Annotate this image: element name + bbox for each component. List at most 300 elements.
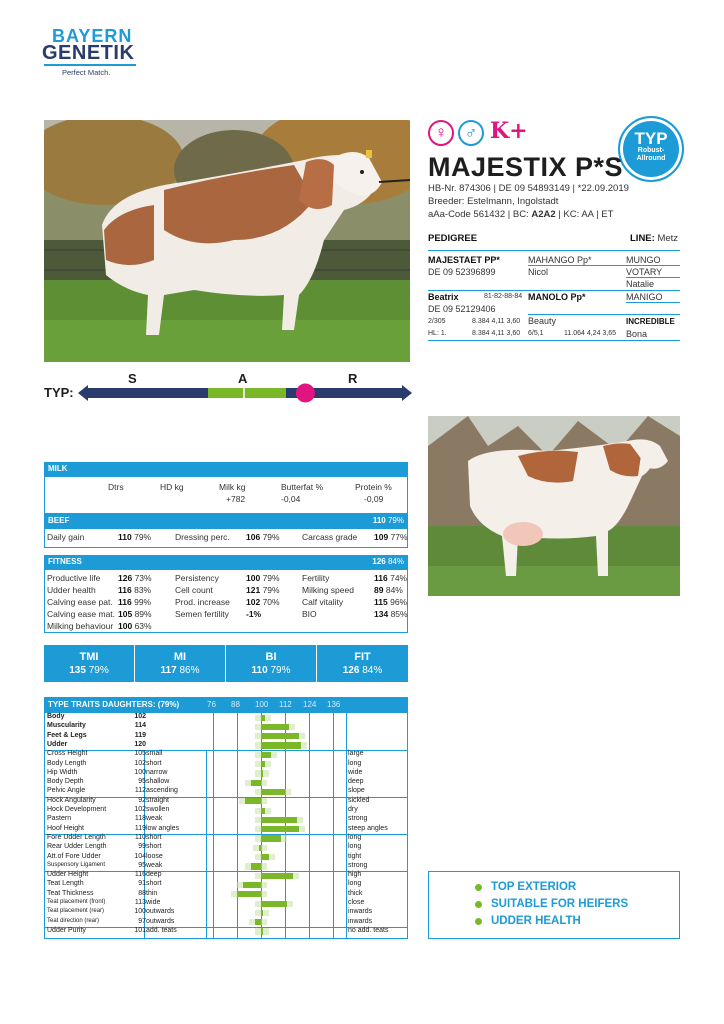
traits-rel: (79%) — [157, 700, 180, 709]
trait-high-label: no add. teats — [348, 926, 389, 934]
fitness-value-rel: 79% — [262, 573, 280, 583]
milk-header-protein: Protein % — [355, 482, 392, 492]
typ-scale-r: R — [348, 371, 358, 386]
trait-high-label: thick — [348, 889, 363, 897]
fitness-value — [374, 573, 407, 583]
milk-header-hdkg: HD kg — [160, 482, 184, 492]
logo-tagline: Perfect Match. — [62, 68, 111, 77]
trait-name: Fore Udder Length — [47, 833, 106, 841]
fitness-label: Calving ease mat. — [47, 609, 116, 619]
index-rel: 79% — [270, 665, 291, 676]
fitness-label: Udder health — [47, 585, 96, 595]
trait-value: 116 — [134, 871, 146, 879]
trait-bar — [243, 882, 261, 888]
fitness-value-rel: 89% — [134, 609, 152, 619]
sire-label: MAJESTAET PP* — [428, 255, 500, 265]
trait-row — [44, 769, 408, 778]
beef-total-value: 110 — [372, 516, 386, 525]
milk-value-fat: -0,04 — [281, 494, 301, 504]
trait-high-label: high — [348, 871, 362, 879]
fitness-value-rel: 85% — [390, 609, 408, 619]
index-label: BI — [265, 651, 277, 663]
typ-scale-a: A — [238, 371, 248, 386]
index-number: 135 — [69, 665, 86, 676]
trait-bar — [255, 919, 261, 925]
trait-low-label: swollen — [146, 806, 170, 813]
bullet-icon — [475, 884, 482, 891]
fitness-title: FITNESS — [48, 557, 82, 566]
trait-row — [44, 843, 408, 852]
index-value — [44, 665, 134, 676]
dam-lifetime: 8.384 4,11 3,60 — [472, 330, 521, 337]
trait-bar — [261, 826, 299, 832]
beef-label-dressing: Dressing perc. — [175, 532, 230, 542]
trait-low-label: deep — [146, 871, 162, 879]
typ-badge — [618, 116, 684, 182]
trait-value: 113 — [134, 899, 146, 906]
fitness-value-rel: 74% — [390, 573, 408, 583]
trait-row — [44, 815, 408, 824]
trait-high-label: long — [348, 833, 362, 841]
fitness-value-number: 100 — [118, 621, 133, 631]
fitness-value-rel: 84% — [385, 585, 403, 595]
bc-value: A2A2 — [531, 209, 556, 220]
index-box-tmi — [44, 645, 135, 682]
fitness-value — [118, 609, 152, 619]
trait-value: 102 — [134, 806, 146, 813]
daughter-photo — [428, 416, 680, 596]
typ-scale-bar — [78, 380, 412, 406]
trait-name: Muscularity — [47, 722, 86, 730]
trait-name: Udder — [47, 740, 68, 748]
fitness-label: Persistency — [175, 573, 219, 583]
dam-id: DE 09 52129406 — [428, 304, 496, 314]
trait-value: 92 — [138, 796, 146, 804]
dam-label: Beatrix — [428, 292, 459, 302]
trait-bar — [251, 863, 261, 869]
trait-low-label: thin — [146, 889, 158, 897]
trait-row — [44, 853, 408, 862]
trait-name: Teat direction (rear) — [47, 917, 100, 924]
trait-low-label: ascending — [146, 787, 178, 795]
line-value: Metz — [657, 233, 679, 244]
trait-value: 99 — [138, 843, 146, 851]
index-label: TMI — [79, 651, 99, 663]
fitness-value-rel: 70% — [262, 597, 280, 607]
index-rel: 86% — [179, 665, 200, 676]
trait-row — [44, 778, 408, 787]
fitness-label: Calf vitality — [302, 597, 344, 607]
trait-low-label: shallow — [146, 778, 170, 786]
dam-lact1: 8.384 4,11 3,60 — [472, 318, 521, 325]
trait-value: 91 — [138, 880, 146, 888]
fitness-label: Prod. increase — [175, 597, 230, 607]
beef-title: BEEF — [48, 516, 70, 525]
fitness-value — [246, 573, 280, 583]
fitness-value-number: 100 — [246, 573, 261, 583]
index-rel: 84% — [362, 665, 383, 676]
highlight-item — [491, 915, 581, 927]
trait-row — [44, 825, 408, 834]
sire-sire: MAHANGO Pp* — [528, 255, 592, 265]
pedigree-title: PEDIGREE — [428, 233, 478, 244]
fitness-value-number: 115 — [374, 597, 388, 607]
index-box-bi — [226, 645, 317, 682]
milk-header — [44, 462, 408, 476]
dam-dam-lifetime: 11.064 4,24 3,65 — [564, 330, 617, 337]
fitness-label: Milking behaviour — [47, 621, 114, 631]
index-box-mi — [135, 645, 226, 682]
trait-high-label: dry — [348, 806, 358, 813]
typ-scale-s: S — [128, 371, 137, 386]
traits-header — [44, 697, 408, 712]
index-box-fit — [317, 645, 408, 682]
trait-name: Body Length — [47, 759, 87, 767]
typ-scale-marker — [296, 384, 315, 403]
trait-bar — [261, 789, 285, 795]
fitness-value — [118, 573, 152, 583]
traits-scale-tick: 112 — [279, 700, 292, 709]
beef-label-daily-gain: Daily gain — [47, 532, 85, 542]
trait-bar — [261, 724, 289, 730]
milk-header-fat: Butterfat % — [281, 482, 324, 492]
beef-carcass-value: 109 — [374, 532, 389, 542]
trait-bar — [261, 928, 263, 934]
trait-high-label: slope — [348, 787, 365, 795]
pedigree-divider — [528, 314, 680, 315]
trait-bar — [261, 901, 287, 907]
trait-bar — [251, 780, 261, 786]
traits-scale-tick: 136 — [327, 700, 341, 709]
trait-row — [44, 880, 408, 889]
trait-row — [44, 713, 408, 722]
trait-low-label: low angles — [146, 824, 180, 832]
trait-bar — [261, 910, 263, 916]
trait-low-label: weak — [146, 861, 163, 869]
bullet-icon — [475, 918, 482, 925]
trait-high-label: tight — [348, 852, 362, 860]
fitness-value — [246, 597, 280, 607]
trait-bar — [261, 854, 269, 860]
fitness-label: Milking speed — [302, 585, 354, 595]
fitness-label: Semen fertility — [175, 609, 229, 619]
trait-bar — [261, 733, 299, 739]
line-label: LINE: — [630, 233, 655, 244]
dam-points: 81-82-88-84 — [484, 293, 523, 300]
trait-low-label: outwards — [146, 908, 175, 916]
fitness-value-number: 121 — [246, 585, 261, 595]
badge-title: TYP — [634, 129, 668, 148]
trait-value: 97 — [138, 917, 146, 925]
index-number: 117 — [160, 665, 177, 676]
fitness-value-rel: 83% — [134, 585, 152, 595]
fitness-total-rel: 84% — [387, 557, 404, 566]
fitness-label: Cell count — [175, 585, 213, 595]
highlight-text: UDDER HEALTH — [491, 915, 581, 927]
fitness-value — [246, 585, 280, 595]
trait-value: 101 — [134, 926, 146, 934]
trait-name: Teat Length — [47, 880, 84, 888]
bull-photo — [44, 120, 410, 362]
bull-name: MAJESTIX P*S — [428, 152, 624, 182]
trait-value: 105 — [134, 750, 146, 758]
trait-row — [44, 732, 408, 741]
trait-bar — [261, 715, 265, 721]
fitness-value-number: 126 — [118, 573, 133, 583]
k-plus-icon: K+ — [490, 118, 528, 144]
trait-name: Rear Udder Length — [47, 843, 107, 851]
trait-row — [44, 908, 408, 917]
beef-header — [44, 514, 408, 528]
trait-high-label: long — [348, 759, 362, 767]
logo-word-bayern: BAYERN — [52, 26, 133, 46]
bull-codes-rest: | KC: AA | ET — [555, 209, 614, 220]
trait-name: Cross Height — [47, 750, 88, 758]
trait-high-label: inwards — [348, 908, 373, 916]
beef-daily-gain-rel: 79% — [134, 532, 152, 542]
trait-bar — [261, 761, 265, 767]
trait-row — [44, 750, 408, 759]
trait-row — [44, 871, 408, 880]
trait-value: 110 — [134, 833, 146, 841]
trait-row — [44, 722, 408, 731]
milk-header-milkkg: Milk kg — [219, 482, 246, 492]
trait-value: 112 — [134, 787, 146, 795]
trait-high-label: long — [348, 880, 362, 888]
trait-value: 95 — [138, 861, 146, 869]
index-value — [135, 665, 225, 676]
highlight-item — [491, 881, 576, 893]
trait-value: 100 — [134, 768, 146, 776]
dam-sire — [528, 292, 586, 302]
trait-value: 119 — [134, 824, 146, 832]
trait-name: Hock Angularity — [47, 796, 96, 804]
fitness-value-number: 116 — [118, 585, 132, 595]
bull-info-line2: Breeder: Estelmann, Ingolstadt — [428, 196, 559, 207]
dam-lifetime-label: HL: 1. — [428, 330, 447, 337]
typ-scale-label: TYP: — [44, 385, 74, 400]
beef-total — [373, 514, 404, 528]
female-icon: ♀ — [428, 120, 454, 146]
index-number: 126 — [342, 665, 360, 676]
trait-high-label: wide — [348, 768, 363, 776]
trait-bar — [261, 770, 263, 776]
fitness-value — [374, 609, 408, 619]
trait-low-label: short — [146, 880, 162, 888]
fitness-label: Calving ease pat. — [47, 597, 113, 607]
trait-row — [44, 806, 408, 815]
trait-row — [44, 834, 408, 843]
traits-scale-tick: 100 — [255, 700, 269, 709]
trait-high-label: sickled — [348, 796, 370, 804]
trait-high-label: strong — [348, 861, 368, 869]
trait-value: 88 — [138, 889, 146, 897]
traits-scale-tick: 88 — [231, 700, 240, 709]
trait-row — [44, 918, 408, 927]
trait-value: 104 — [134, 852, 146, 860]
bull-info-line1: HB-Nr. 874306 | DE 09 54893149 | *22.09.2019 — [428, 183, 629, 194]
trait-name: Pastern — [47, 815, 72, 823]
trait-bar — [261, 873, 293, 879]
trait-value: 102 — [134, 759, 146, 767]
pedigree-divider — [626, 277, 680, 278]
trait-high-label: inwards — [348, 917, 373, 925]
dam-sire-dam: INCREDIBLE — [626, 317, 675, 326]
sire-name — [428, 255, 500, 265]
pedigree-divider — [626, 302, 680, 303]
index-value — [317, 665, 408, 676]
fitness-value — [118, 585, 151, 595]
trait-bar — [261, 752, 271, 758]
fitness-value-number: 105 — [118, 609, 133, 619]
trait-bar — [261, 742, 301, 748]
pedigree-divider — [428, 290, 680, 291]
logo-underline — [44, 64, 136, 66]
trait-row — [44, 760, 408, 769]
trait-bar — [259, 845, 261, 851]
fitness-value — [374, 597, 407, 607]
trait-row — [44, 862, 408, 871]
logo-word-genetik: GENETIK — [42, 42, 135, 64]
pedigree-divider — [428, 340, 680, 341]
trait-low-label: straight — [146, 796, 169, 804]
bull-codes: aAa-Code 561432 | BC: — [428, 209, 532, 220]
traits-scale-tick: 124 — [303, 700, 317, 709]
trait-bar — [261, 835, 281, 841]
trait-value: 118 — [134, 815, 146, 823]
trait-name: Udder Height — [47, 871, 89, 879]
beef-total-rel: 79% — [387, 516, 404, 525]
traits-scale-tick: 76 — [207, 700, 216, 709]
trait-name: Suspensory Ligament — [47, 861, 106, 868]
sire-sire-dam: VOTARY — [626, 267, 663, 277]
fitness-value-number: 116 — [374, 573, 388, 583]
pedigree-line — [630, 233, 678, 244]
trait-value: 100 — [134, 908, 146, 916]
beef-daily-gain-value: 110 — [118, 532, 132, 542]
traits-title: TYPE TRAITS DAUGHTERS: — [48, 700, 156, 709]
dam-dam: Beauty — [528, 316, 557, 326]
dam-lact1-label: 2/305 — [428, 318, 446, 325]
trait-name: Body Depth — [47, 778, 84, 786]
bullet-icon — [475, 901, 482, 908]
index-label: MI — [173, 651, 187, 663]
trait-bar — [261, 808, 265, 814]
highlights-box — [428, 871, 680, 939]
trait-name: Udder Purity — [47, 926, 86, 934]
fitness-value-rel: 96% — [390, 597, 408, 607]
sire-dam: Nicol — [528, 267, 549, 277]
trait-value: 95 — [138, 778, 146, 786]
fitness-value-rel: 79% — [262, 585, 280, 595]
trait-value: 119 — [134, 731, 146, 739]
fitness-total-value: 126 — [372, 557, 386, 566]
trait-bar — [245, 798, 261, 804]
trait-name: Hip Width — [47, 768, 78, 776]
trait-low-label: short — [146, 843, 162, 851]
highlight-item — [491, 898, 628, 910]
badge-line1: Robust- — [637, 147, 665, 154]
highlight-text: SUITABLE FOR HEIFERS — [491, 898, 629, 910]
fitness-header — [44, 555, 408, 569]
badge-line2: Allround — [636, 155, 666, 162]
fitness-value-number: 102 — [246, 597, 261, 607]
fitness-value-rel: 73% — [134, 573, 152, 583]
trait-row — [44, 899, 408, 908]
dam-sire-sire: MANIGO — [626, 292, 663, 302]
trait-name: Teat placement (front) — [47, 899, 106, 905]
trait-row — [44, 741, 408, 750]
sire-dam-dam: Natalie — [626, 279, 655, 289]
trait-low-label: short — [146, 759, 162, 767]
trait-high-label: long — [348, 843, 362, 851]
sire-id: DE 09 52396899 — [428, 267, 496, 277]
trait-name: Pelvic Angle — [47, 787, 86, 795]
fitness-value-rel: 63% — [134, 621, 152, 631]
index-number: 110 — [251, 665, 268, 676]
highlight-text: TOP EXTERIOR — [491, 881, 577, 893]
index-label: FIT — [354, 651, 371, 663]
dam-dam-dam: Bona — [626, 329, 648, 339]
trait-low-label: small — [146, 750, 163, 758]
trait-low-label: outwards — [146, 917, 175, 925]
trait-row — [44, 927, 408, 936]
trait-name: Att.of Fore Udder — [47, 852, 101, 860]
milk-value-milkkg: +782 — [226, 494, 246, 504]
trait-low-label: wide — [146, 899, 161, 906]
trait-high-label: strong — [348, 815, 368, 823]
sire-sire-sire: MUNGO — [626, 255, 661, 265]
dam-sire-label: MANOLO Pp* — [528, 292, 586, 302]
beef-dressing-value: 106 — [246, 532, 261, 542]
milk-value-protein: -0,09 — [364, 494, 384, 504]
trait-name: Teat Thickness — [47, 889, 94, 897]
trait-row — [44, 787, 408, 796]
fitness-value-number: -1% — [246, 609, 262, 619]
trait-name: Body — [47, 713, 65, 720]
fitness-value — [118, 597, 151, 607]
trait-name: Feet & Legs — [47, 731, 87, 739]
trait-value: 102 — [134, 713, 146, 720]
trait-low-label: short — [146, 833, 162, 841]
trait-low-label: loose — [146, 852, 163, 860]
beef-value-daily-gain — [118, 532, 151, 542]
trait-high-label: deep — [348, 778, 364, 786]
fitness-label: Fertility — [302, 573, 330, 583]
fitness-value — [246, 609, 261, 619]
fitness-value — [118, 621, 152, 631]
trait-name: Hoof Height — [47, 824, 84, 832]
beef-dressing-rel: 79% — [262, 532, 280, 542]
trait-low-label: weak — [146, 815, 163, 823]
dam-name — [428, 292, 459, 302]
trait-value: 114 — [134, 722, 146, 730]
trait-row — [44, 797, 408, 806]
beef-value-dressing — [246, 532, 280, 542]
trait-bar — [261, 817, 297, 823]
trait-high-label: steep angles — [348, 824, 388, 832]
fitness-value-number: 134 — [374, 609, 389, 619]
fitness-value-number: 116 — [118, 597, 132, 607]
male-icon: ♂ — [458, 120, 484, 146]
fitness-value-rel: 99% — [134, 597, 152, 607]
fitness-total — [372, 555, 404, 569]
beef-carcass-rel: 77% — [390, 532, 408, 542]
index-rel: 79% — [88, 665, 109, 676]
milk-title: MILK — [48, 464, 68, 473]
index-value — [226, 665, 316, 676]
dam-dam-lact: 6/5,1 — [528, 330, 544, 337]
